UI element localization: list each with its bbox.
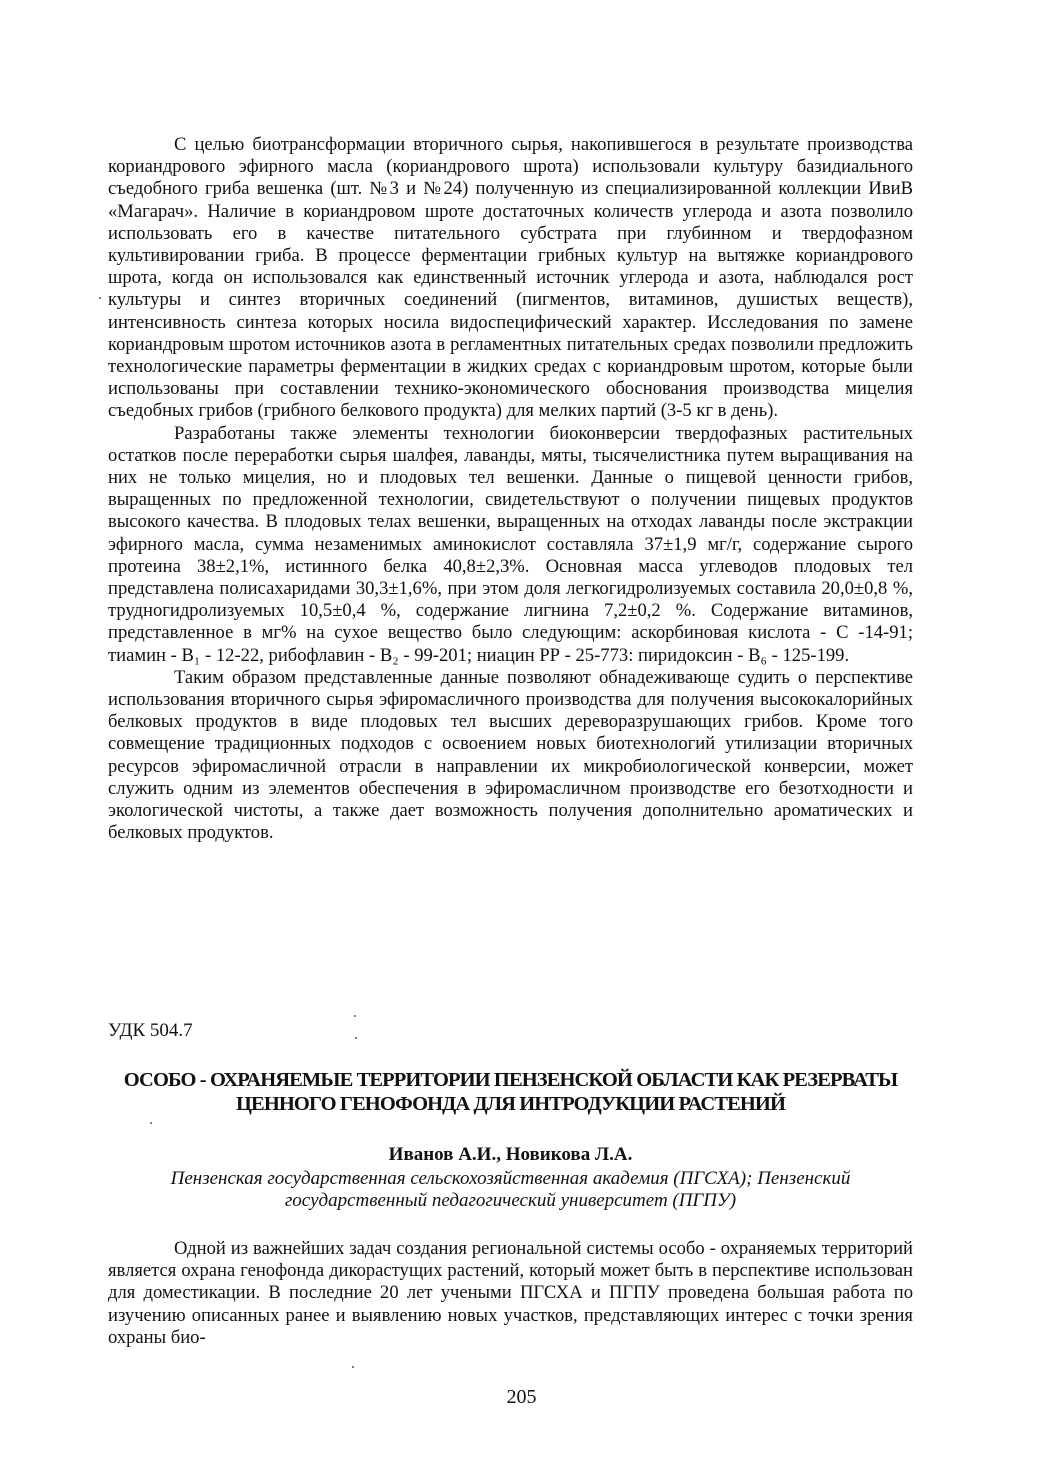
paragraph: Одной из важнейших задач создания региональной системы особо - охраняемых территорий является охрана генофонда дикорастущих растений, который может быть в перспективе использован для доместикации. В последние 20 лет учеными ПГСХА и ПГПУ проведена большая работа по изучению описанных ранее и выявлению новых участков, представляющих интерес с точки зрения охраны био-: [108, 1238, 913, 1348]
scan-speck: [99, 297, 101, 299]
paragraph: С целью биотрансформации вторичного сырья, накопившегося в результате производства кориандрового эфирного масла (кориандрового шрота) использовали культуру базидиального съедобного гриба вешенка (шт. №3 и №24) полученную из специализированной коллекции ИвиВ «Магарач». Наличие в кориандровом шроте достаточных количеств углерода и азота позволило использовать его в качестве питательного субстрата при глубинном и твердофазном культивировании гриба. В процессе ферментации грибных культур на вытяжке кориандрового шрота, когда он использовался как единственный источник углерода и азота, наблюдался рост культуры и синтез вторичных соединений (пигментов, витаминов, душистых веществ), интенсивность синтеза которых носила видоспецифический характер. Исследования по замене кориандровым шротом источников азота в регламентных питательных средах позволили предложить технологические параметры ферментации в жидких средах с кориандровым шротом, которые были использованы при составлении технико-экономического обоснования производства мицелия съедобных грибов (грибного белкового продукта) для мелких партий (3-5 кг в день).: [108, 134, 913, 422]
article-authors: Иванов А.И., Новикова Л.А.: [388, 1144, 633, 1165]
article-1-body: [108, 134, 913, 845]
scan-speck: [150, 1122, 152, 1124]
scan-speck: [352, 1366, 354, 1368]
udk-code: УДК 504.7: [108, 1020, 193, 1041]
paragraph: Таким образом представленные данные позволяют обнадеживающе судить о перспективе использования вторичного сырья эфиромасличного производства для получения высококалорийных белковых продуктов в виде плодовых тел высших дереворазрушающих грибов. Кроме того совмещение традиционных подходов с освоением новых биотехнологий утилизации вторичных ресурсов эфиромасличной отрасли в направлении их микробиологической конверсии, может служить одним из элементов обеспечения в эфиромасличном производстве его безотходности и экологической чистоты, а также дает возможность получения дополнительно ароматических и белковых продуктов.: [108, 666, 913, 844]
article-title: ОСОБО - ОХРАНЯЕМЫЕ ТЕРРИТОРИИ ПЕНЗЕНСКОЙ ОБЛАСТИ КАК РЕЗЕРВАТЫ ЦЕННОГО ГЕНОФОНДА ДЛЯ ИНТРОДУКЦИИ РАСТЕНИЙ: [123, 1069, 898, 1115]
article-2-body: [108, 1238, 913, 1349]
scan-speck: [355, 1037, 357, 1039]
article-affiliation: Пензенская государственная сельскохозяйственная академия (ПГСХА); Пензенский государственный педагогический университет (ПГПУ): [170, 1168, 851, 1211]
scan-speck: [354, 1015, 356, 1017]
page-number: 205: [506, 1386, 537, 1408]
paragraph: Разработаны также элементы технологии биоконверсии твердофазных растительных остатков после переработки сырья шалфея, лаванды, мяты, тысячелистника путем выращивания на них не только мицелия, но и плодовых тел вешенки. Данные о пищевой ценности грибов, выращенных по предложенной технологии, свидетельствуют о получении пищевых продуктов высокого качества. В плодовых телах вешенки, выращенных на отходах лаванды после экстракции эфирного масла, сумма незаменимых аминокислот составляла 37±1,9 мг/г, содержание сырого протеина 38±2,1%, истинного белка 40,8±2,3%. Основная масса углеводов плодовых тел представлена полисахаридами 30,3±1,6%, при этом доля легкогидролизуемых составила 20,0±0,8 %, трудногидролизуемых 10,5±0,4 %, содержание лигнина 7,2±0,2 %. Содержание витаминов, представленное в мг% на сухое вещество было следующим: аскорбиновая кислота - С -14-91; тиамин - B₁ - 12-22, рибофлавин - B₂ - 99-201; ниацин РР - 25-773: пиридоксин - B₆ - 125-199.: [108, 422, 913, 666]
